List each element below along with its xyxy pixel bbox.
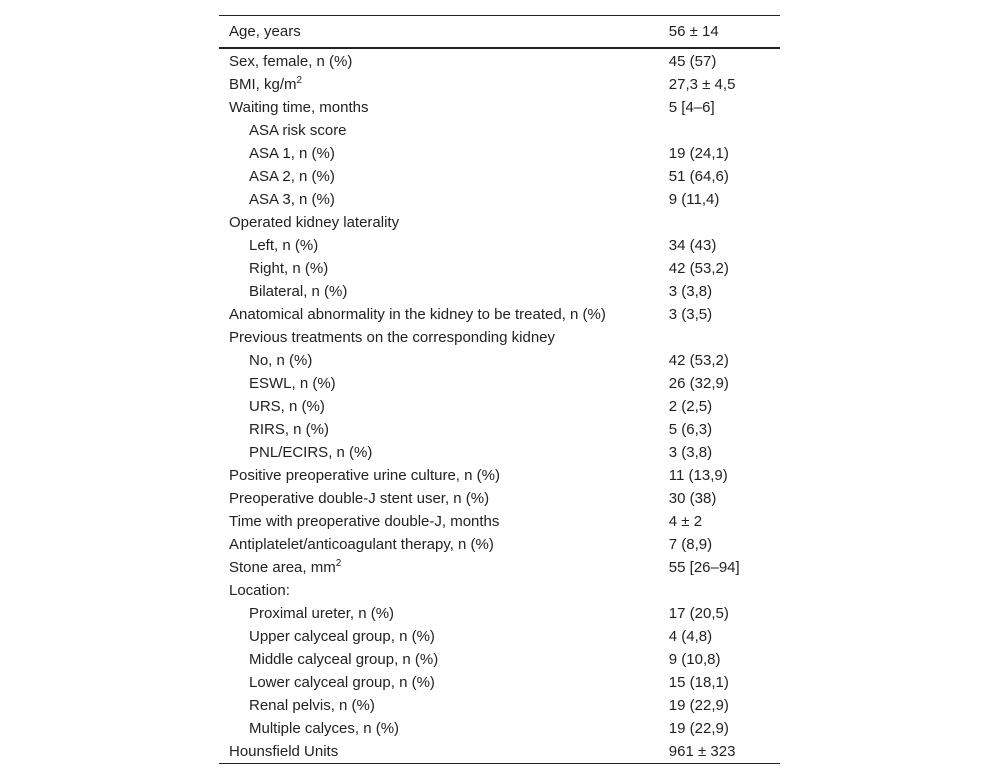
table-header (219, 16, 780, 49)
row-value: 51 (64,6) (668, 168, 729, 185)
table-row (219, 257, 780, 280)
row-label (219, 188, 669, 211)
row-value (669, 579, 780, 602)
row-label-text: No, n (%) (249, 352, 313, 369)
header-value: 56 ± 14 (668, 23, 719, 40)
row-label-text: Time with preoperative double-J, months (229, 513, 500, 530)
table-row (219, 372, 780, 395)
table-row (219, 579, 780, 602)
row-value: 34 (43) (668, 237, 717, 254)
row-label (219, 303, 669, 326)
row-label-text: Waiting time, months (229, 99, 369, 116)
row-label-text: PNL/ECIRS, n (%) (249, 444, 373, 461)
header-label: Age, years (229, 23, 301, 40)
row-label (219, 96, 669, 119)
row-label (219, 257, 669, 280)
table-row (219, 717, 780, 740)
row-label (219, 48, 669, 73)
row-value: 3 (3,8) (668, 283, 713, 300)
table-row (219, 73, 780, 96)
table-row (219, 326, 780, 349)
row-label-text: ASA risk score (249, 122, 347, 139)
row-label-text: BMI, kg/m (229, 76, 297, 93)
row-value: 2 (2,5) (668, 398, 713, 415)
table-row (219, 740, 780, 764)
row-label (219, 740, 669, 764)
row-label-text: URS, n (%) (249, 398, 325, 415)
row-value: 9 (11,4) (668, 191, 720, 208)
table-row (219, 280, 780, 303)
row-label-text: Anatomical abnormality in the kidney to be treated, n (%) (229, 306, 606, 323)
row-label (219, 119, 669, 142)
table-row (219, 418, 780, 441)
table-row (219, 165, 780, 188)
row-label (219, 372, 669, 395)
row-value: 19 (24,1) (668, 145, 729, 162)
row-value (669, 119, 780, 142)
row-label (219, 73, 669, 96)
row-label-text: Bilateral, n (%) (249, 283, 348, 300)
row-label (219, 625, 669, 648)
row-value: 19 (22,9) (668, 697, 729, 714)
row-label-text: Previous treatments on the corresponding kidney (229, 329, 556, 346)
row-label-text: Location: (229, 582, 290, 599)
characteristics-table (219, 15, 780, 764)
table-row (219, 349, 780, 372)
row-value: 4 ± 2 (668, 513, 703, 530)
row-label (219, 418, 669, 441)
row-label (219, 556, 669, 579)
row-label (219, 487, 669, 510)
table-body (219, 48, 780, 764)
row-label (219, 211, 669, 234)
row-value: 19 (22,9) (668, 720, 729, 737)
table-row (219, 303, 780, 326)
table-row (219, 556, 780, 579)
row-label-text: Middle calyceal group, n (%) (249, 651, 439, 668)
table-row (219, 487, 780, 510)
row-label-text: Right, n (%) (249, 260, 329, 277)
row-label-text: Antiplatelet/anticoagulant therapy, n (%) (229, 536, 494, 553)
row-label (219, 648, 669, 671)
row-label-text: Hounsfield Units (229, 743, 339, 760)
row-label (219, 694, 669, 717)
row-value: 5 (6,3) (668, 421, 713, 438)
row-label (219, 395, 669, 418)
table-row (219, 441, 780, 464)
row-label-text: RIRS, n (%) (249, 421, 330, 438)
row-value: 7 (8,9) (668, 536, 713, 553)
row-label (219, 464, 669, 487)
table-row (219, 510, 780, 533)
table-row (219, 625, 780, 648)
row-label-text: ASA 1, n (%) (249, 145, 335, 162)
row-value: 45 (57) (668, 53, 717, 70)
row-value (669, 211, 780, 234)
row-value: 42 (53,2) (668, 352, 729, 369)
row-label (219, 349, 669, 372)
table-row (219, 211, 780, 234)
row-label-superscript: 2 (335, 558, 342, 569)
row-label-text: Sex, female, n (%) (229, 53, 353, 70)
row-value: 26 (32,9) (668, 375, 729, 392)
row-label-text: Multiple calyces, n (%) (249, 720, 400, 737)
row-value: 4 (4,8) (668, 628, 713, 645)
row-value: 11 (13,9) (668, 467, 728, 484)
row-label-text: Upper calyceal group, n (%) (249, 628, 435, 645)
row-label (219, 280, 669, 303)
row-value: 30 (38) (668, 490, 717, 507)
table-row (219, 694, 780, 717)
table-row (219, 648, 780, 671)
row-value (669, 326, 780, 349)
row-value: 9 (10,8) (668, 651, 721, 668)
table-row (219, 464, 780, 487)
row-value: 3 (3,8) (668, 444, 713, 461)
row-label-text: ASA 3, n (%) (249, 191, 335, 208)
row-label (219, 165, 669, 188)
row-label (219, 717, 669, 740)
row-label-superscript: 2 (296, 75, 303, 86)
table-row (219, 395, 780, 418)
row-label-text: ASA 2, n (%) (249, 168, 335, 185)
row-label (219, 142, 669, 165)
row-label-text: Left, n (%) (249, 237, 319, 254)
row-label-text: Lower calyceal group, n (%) (249, 674, 435, 691)
table-row (219, 142, 780, 165)
row-label (219, 671, 669, 694)
row-value: 55 [26–94] (668, 559, 740, 576)
row-value: 15 (18,1) (668, 674, 729, 691)
table-row (219, 188, 780, 211)
row-label (219, 441, 669, 464)
row-label-text: Proximal ureter, n (%) (249, 605, 395, 622)
table-row (219, 533, 780, 556)
table-row (219, 96, 780, 119)
row-label-text: ESWL, n (%) (249, 375, 336, 392)
row-label-text: Preoperative double-J stent user, n (%) (229, 490, 490, 507)
row-label (219, 602, 669, 625)
row-label (219, 579, 669, 602)
table-row (219, 602, 780, 625)
table-row (219, 671, 780, 694)
row-label (219, 510, 669, 533)
row-label-text: Operated kidney laterality (229, 214, 400, 231)
table-row (219, 48, 780, 73)
row-value: 17 (20,5) (668, 605, 729, 622)
row-label (219, 533, 669, 556)
row-value: 5 [4–6] (668, 99, 715, 116)
row-label (219, 326, 669, 349)
characteristics-table-container (219, 15, 780, 764)
row-label-text: Positive preoperative urine culture, n (%) (229, 467, 500, 484)
row-value: 42 (53,2) (668, 260, 729, 277)
table-row (219, 234, 780, 257)
table-row (219, 119, 780, 142)
row-label (219, 234, 669, 257)
row-value: 961 ± 323 (668, 743, 736, 760)
row-value: 3 (3,5) (668, 306, 713, 323)
row-label-text: Renal pelvis, n (%) (249, 697, 375, 714)
row-value: 27,3 ± 4,5 (668, 76, 736, 93)
row-label-text: Stone area, mm (229, 559, 336, 576)
table-header-row (219, 16, 780, 49)
